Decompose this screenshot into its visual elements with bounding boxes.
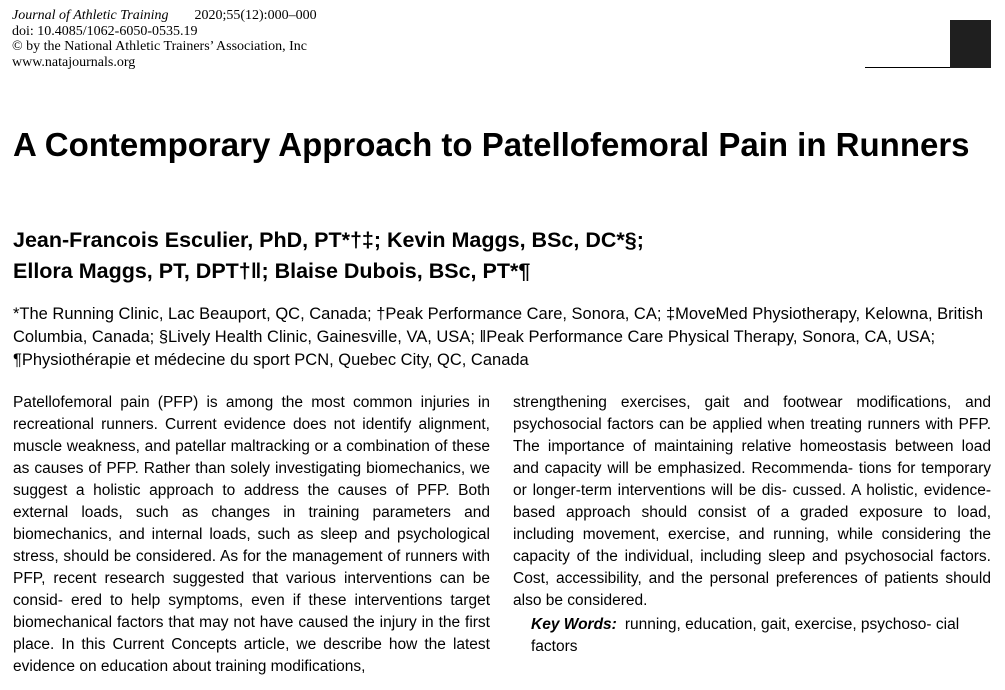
journal-name: Journal of Athletic Training: [12, 8, 169, 23]
journal-citation-line: [12, 8, 317, 24]
journal-header: [12, 8, 317, 70]
abstract-left-column: Patellofemoral pain (PFP) is among the most common injuries in recreational runners. Current evidence does not identify alignment, muscle weakness, and patellar maltracking or a combination of these as causes of PFP. Rather than solely investigating biomechanics, we suggest a holistic approach to address the causes of PFP. Both external loads, such as changes in training parameters and biomechanics, and internal loads, such as sleep and psychological stress, should be considered. As for the management of runners with PFP, recent research suggested that various interventions can be consid- ered to help symptoms, even if these interventions target biomechanical factors that may not have caused the injury in the first place. In this Current Concepts article, we describe how the latest evidence on education about training modifications,: [13, 394, 490, 675]
authors-line-2: Ellora Maggs, PT, DPT†‖; Blaise Dubois, BSc, PT*¶: [13, 259, 531, 283]
citation: 2020;55(12):000–000: [194, 8, 317, 23]
affiliations: *The Running Clinic, Lac Beauport, QC, Canada; †Peak Performance Care, Sonora, CA; ‡MoveMed Physiotherapy, Kelowna, British Columbia, Canada; §Lively Health Clinic, Gainesville, VA, USA; ‖Peak Performance Care Physical Therapy, Sonora, CA, USA; ¶Physiothérapie et médecine du sport PCN, Quebec City, QC, Canada: [13, 305, 984, 369]
abstract-right-column: [513, 392, 991, 658]
abstract-right-text: strengthening exercises, gait and footwear modifications, and psychosocial factors can be applied when treating runners with PFP. The importance of maintaining relative homeostasis between load and capacity will be emphasized. Recommenda- tions for temporary or longer-term interventions will be dis- cussed. A holistic, evidence-based approach should consist of a graded exposure to load, including movement, exercise, and running, while considering the capacity of the individual, including sleep and psychosocial factors. Cost, accessibility, and the personal preferences of patients should also be considered.: [513, 394, 991, 609]
keywords: [513, 614, 991, 658]
author-list: [13, 225, 993, 287]
doi: doi: 10.4085/1062-6050-0535.19: [12, 23, 198, 39]
website: www.natajournals.org: [12, 54, 136, 70]
keywords-text: running, education, gait, exercise, psychoso- cial factors: [531, 616, 960, 655]
authors-line-1: Jean-Francois Esculier, PhD, PT*†‡; Kevin Maggs, BSc, DC*§;: [13, 228, 644, 252]
header-rule: [865, 67, 950, 68]
copyright: © by the National Athletic Trainers’ Association, Inc: [12, 39, 307, 54]
section-marker-box: [950, 20, 991, 68]
article-title: A Contemporary Approach to Patellofemoral Pain in Runners: [13, 126, 970, 163]
keywords-label: Key Words:: [531, 616, 617, 633]
